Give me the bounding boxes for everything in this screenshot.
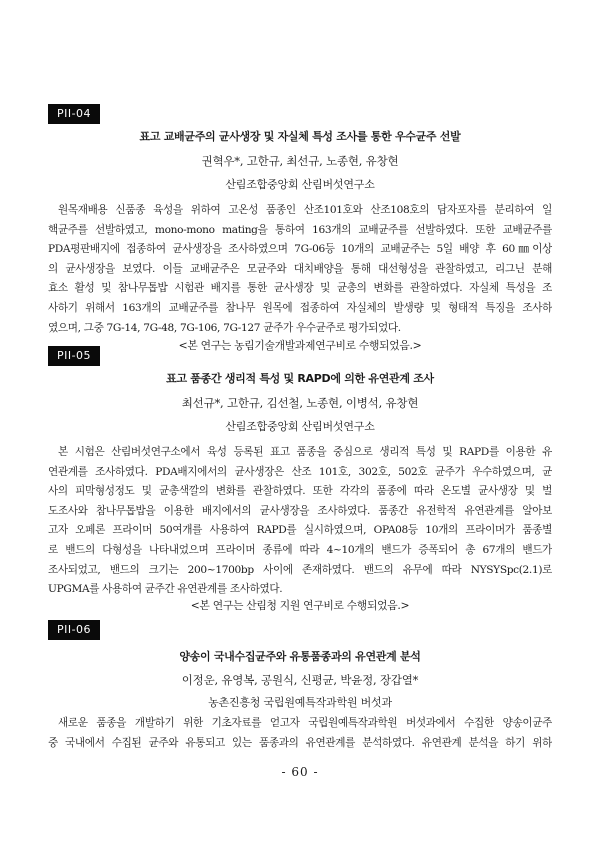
abstract-body [48, 714, 552, 753]
abstract-tag: PII-06 [48, 620, 100, 640]
body-line: 사의 피막형성정도 및 균총색깔의 변화를 관찰하였다. 또한 각각의 품종에 따라 온도별 균사생장 및 벌 [48, 485, 552, 498]
abstract-authors: 권혁우*, 고한규, 최선규, 노종현, 유창현 [201, 154, 399, 168]
acknowledgement: <본 연구는 산림청 지원 연구비로 수행되었음.> [190, 599, 410, 612]
body-line: 였으며, 그중 7G-14, 7G-48, 7G-106, 7G-127 균주가 우수균주로 평가되었다. [48, 321, 401, 334]
body-line: 고자 오페론 프라이머 50여개를 사용하여 RAPD를 실시하였으며, OPA08등 10개의 프라이머가 품종별 [48, 524, 552, 537]
body-line: 연관계를 조사하였다. PDA배지에서의 균사생장은 산조 101호, 302호, 502호 균주가 우수하였으며, 균 [48, 465, 552, 478]
abstract-title: 표고 품종간 생리적 특성 및 RAPD에 의한 유연관계 조사 [166, 372, 434, 385]
body-line: 조사되었고, 밴드의 크기는 200~1700bp 사이에 존재하였다. 밴드의 유무에 따라 NYSYSpc(2.1)로 [48, 563, 552, 576]
abstract-authors: 최선규*, 고한규, 김선철, 노종현, 이병석, 유창현 [181, 396, 419, 410]
body-line: 도조사와 참나무톱밥을 이용한 배지에서의 균사생장을 조사하였다. 품종간 유전학적 유연관계를 알아보 [48, 504, 552, 517]
abstract-tag: PII-04 [48, 104, 100, 124]
body-line: 핵균주를 선발하였고, mono-mono mating을 통하여 163개의 교배균주를 선발하였다. 또한 교배균주를 [48, 223, 552, 236]
abstract-body [48, 201, 552, 338]
body-line: 중 국내에서 수집된 균주와 유통되고 있는 품종과의 유연관계를 분석하였다. 유연관계 분석을 하기 위하 [48, 736, 552, 749]
body-line: 새로운 품종을 개발하기 위한 기초자료를 얻고자 국립원예특작과학원 버섯과에서 수집한 양송이균주 [58, 717, 552, 729]
body-line: 원목재배용 신품종 육성을 위하여 고온성 품종인 산조101호와 산조108호의 담자포자를 분리하여 일 [58, 204, 552, 216]
body-line: 로 밴드의 다형성을 나타내었으며 프라이머 종류에 따라 4~10개의 밴드가 증폭되어 총 67개의 밴드가 [48, 543, 552, 556]
abstract-body [48, 443, 552, 600]
abstract-affiliation: 농촌진흥청 국립원예특작과학원 버섯과 [208, 696, 392, 709]
body-line: UPGMA를 사용하여 균주간 유연관계를 조사하였다. [48, 583, 283, 596]
body-line: 효소 활성 및 참나무톱밥 시험관 배지를 통한 균사생장 및 균총의 변화를 관찰하였다. 자실체 특성을 조 [48, 282, 552, 295]
body-line: 의 균사생장을 보였다. 이들 교배균주은 모균주와 대치배양을 통해 대선형성을 관찰하였고, 리그닌 분해 [48, 262, 552, 275]
abstract-authors: 이정운, 유영복, 공원식, 신평균, 박윤정, 장갑열* [181, 673, 419, 687]
body-line: 사하기 위해서 163개의 교배균주를 참나무 원목에 접종하여 자실체의 발생량 및 형태적 특징을 조사하 [48, 301, 552, 314]
body-line: 본 시험은 산림버섯연구소에서 육성 등록된 표고 품종을 중심으로 생리적 특성 및 RAPD를 이용한 유 [58, 446, 552, 458]
abstract-title: 표고 교배균주의 균사생장 및 자실체 특성 조사를 통한 우수균주 선발 [139, 130, 461, 143]
abstract-title: 양송이 국내수집균주와 유통품종과의 유연관계 분석 [179, 650, 421, 663]
acknowledgement: <본 연구는 농림기술개발과제연구비로 수행되었음.> [178, 339, 422, 352]
page-number: - 60 - [281, 765, 319, 779]
abstract-affiliation: 산림조합중앙회 산림버섯연구소 [225, 420, 375, 433]
body-line: PDA평판배지에 접종하여 균사생장을 조사하였으며 7G-06등 10개의 교배균주는 5일 배양 후 60㎜이상 [48, 243, 552, 256]
abstract-tag: PII-05 [48, 346, 100, 366]
abstract-affiliation: 산림조합중앙회 산림버섯연구소 [225, 178, 375, 191]
